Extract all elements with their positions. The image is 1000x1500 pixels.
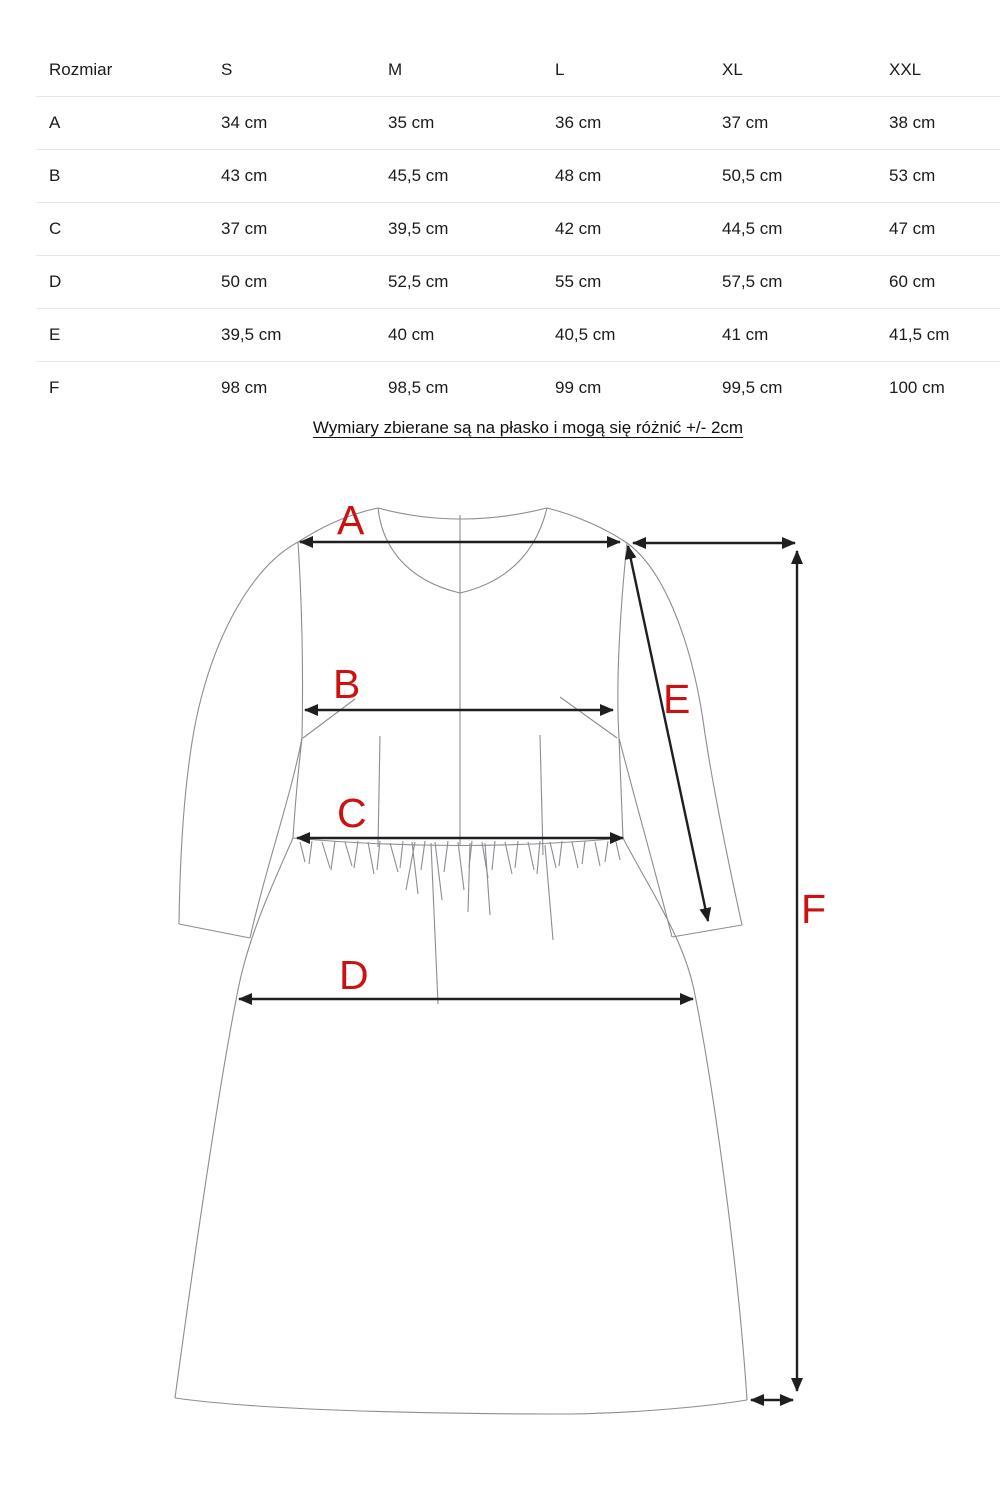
cell-value: 34 cm bbox=[221, 113, 268, 132]
table-row bbox=[36, 150, 1000, 203]
cell-value: 40,5 cm bbox=[555, 325, 616, 344]
cell-value: 39,5 cm bbox=[388, 219, 449, 238]
cell-value: 39,5 cm bbox=[221, 325, 282, 344]
cell-value: 36 cm bbox=[555, 113, 602, 132]
skirt-right-seam bbox=[623, 838, 747, 1400]
measure-label-a: A bbox=[337, 497, 365, 543]
measurement-letters bbox=[333, 497, 826, 998]
row-label: B bbox=[49, 166, 61, 185]
size-table-container bbox=[36, 44, 977, 414]
left-dart-line bbox=[378, 736, 380, 847]
column-header-xxl: XXL bbox=[876, 44, 1000, 97]
cell-value: 44,5 cm bbox=[722, 219, 783, 238]
cell-value: 99,5 cm bbox=[722, 378, 783, 397]
cell-value: 37 cm bbox=[722, 113, 769, 132]
measurement-note bbox=[0, 418, 1000, 438]
measure-label-e: E bbox=[663, 676, 691, 722]
measure-label-c: C bbox=[337, 790, 367, 836]
cell-value: 35 cm bbox=[388, 113, 435, 132]
cell-value: 57,5 cm bbox=[722, 272, 783, 291]
cell-value: 41 cm bbox=[722, 325, 769, 344]
hem-line bbox=[175, 1398, 747, 1414]
table-row bbox=[36, 97, 1000, 150]
right-shoulder-seam bbox=[547, 508, 627, 543]
table-row bbox=[36, 203, 1000, 256]
cell-value: 53 cm bbox=[889, 166, 936, 185]
row-label: D bbox=[49, 272, 62, 291]
cell-value: 99 cm bbox=[555, 378, 602, 397]
cell-value: 50,5 cm bbox=[722, 166, 783, 185]
right-armhole-line bbox=[560, 697, 617, 738]
dress-outline bbox=[175, 508, 747, 1414]
column-header-l: L bbox=[542, 44, 709, 97]
right-sleeve-outer bbox=[627, 543, 742, 925]
measurement-arrows bbox=[239, 542, 797, 1400]
cell-value: 38 cm bbox=[889, 113, 936, 132]
size-table bbox=[36, 44, 1000, 414]
cell-value: 37 cm bbox=[221, 219, 268, 238]
measure-label-d: D bbox=[339, 952, 369, 998]
row-label: E bbox=[49, 325, 61, 344]
skirt-left-seam bbox=[175, 838, 293, 1398]
measure-label-f: F bbox=[801, 886, 827, 932]
cell-value: 43 cm bbox=[221, 166, 268, 185]
cell-value: 45,5 cm bbox=[388, 166, 449, 185]
cell-value: 100 cm bbox=[889, 378, 945, 397]
size-diagram bbox=[0, 470, 1000, 1500]
cell-value: 40 cm bbox=[388, 325, 435, 344]
size-table-header-row bbox=[36, 44, 1000, 97]
cell-value: 42 cm bbox=[555, 219, 602, 238]
column-header-rozmiar: Rozmiar bbox=[36, 44, 208, 97]
table-row bbox=[36, 362, 1000, 415]
cell-value: 50 cm bbox=[221, 272, 268, 291]
arrow-e bbox=[628, 546, 708, 921]
cell-value: 47 cm bbox=[889, 219, 936, 238]
table-row bbox=[36, 256, 1000, 309]
front-neckline bbox=[378, 508, 547, 593]
right-bodice-seam bbox=[618, 543, 627, 838]
waist-gathers bbox=[300, 841, 620, 900]
row-label: C bbox=[49, 219, 62, 238]
back-neckline bbox=[378, 508, 547, 519]
skirt-fold-lines bbox=[406, 842, 553, 1004]
column-header-s: S bbox=[208, 44, 375, 97]
row-label: A bbox=[49, 113, 61, 132]
cell-value: 55 cm bbox=[555, 272, 602, 291]
measurement-note-text: Wymiary zbierane są na płasko i mogą się różnić +/- 2cm bbox=[312, 418, 744, 437]
right-sleeve-inner bbox=[619, 738, 672, 937]
table-row bbox=[36, 309, 1000, 362]
cell-value: 98,5 cm bbox=[388, 378, 449, 397]
column-header-m: M bbox=[375, 44, 542, 97]
cell-value: 60 cm bbox=[889, 272, 936, 291]
right-cuff bbox=[672, 925, 742, 937]
left-bodice-seam bbox=[293, 542, 303, 838]
cell-value: 48 cm bbox=[555, 166, 602, 185]
cell-value: 52,5 cm bbox=[388, 272, 449, 291]
measure-label-b: B bbox=[333, 661, 361, 707]
left-cuff bbox=[179, 924, 250, 938]
column-header-xl: XL bbox=[709, 44, 876, 97]
row-label: F bbox=[49, 378, 60, 397]
cell-value: 98 cm bbox=[221, 378, 268, 397]
cell-value: 41,5 cm bbox=[889, 325, 950, 344]
